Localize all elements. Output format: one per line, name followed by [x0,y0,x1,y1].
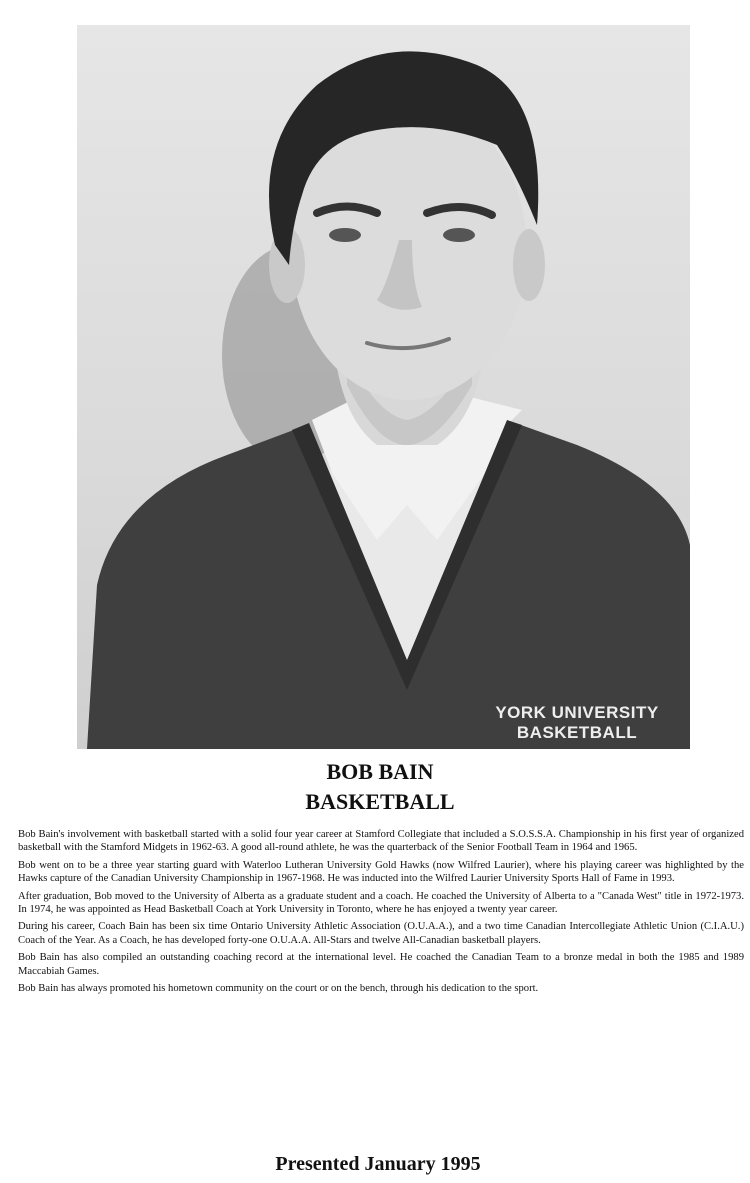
bio-paragraph: Bob Bain's involvement with basketball started with a solid four year career at Stamford Collegiate that included a S.O.S.S.A. Championship in his first year of organized basketball with the Stamford Midgets in 1962-63. A good all-round athlete, he was the quarterback of the Senior Football Team in 1964 and 1965. [18,829,744,854]
inductee-name: BOB BAIN [326,759,434,784]
bio-paragraph: Bob Bain has always promoted his hometown community on the court or on the bench, through his dedication to the sport. [18,983,539,995]
biography [18,828,744,999]
bio-paragraph: Bob Bain has also compiled an outstanding coaching record at the international level. He coached the Canadian Team to a bronze medal in both the 1985 and 1989 Maccabiah Games. [18,952,744,977]
sweater-text-line2: BASKETBALL [516,723,638,742]
bio-paragraph: Bob went on to be a three year starting guard with Waterloo Lutheran University Gold Hawks (now Wilfred Laurier), where his playing career was highlighted by the Hawks capture of the Canadian University Championship in 1967-1968. He was inducted into the Wilfred Laurier University Sports Hall of Fame in 1993. [18,859,744,885]
portrait-illustration [77,25,690,749]
bio-paragraph: After graduation, Bob moved to the University of Alberta as a graduate student and a coach. He coached the University of Alberta to a "Canada West" title in 1972-1973. In 1974, he was appointed as Head Basketball Coach at York University in Toronto, where he has enjoyed a twenty year career. [18,890,744,916]
sweater-text-line1: YORK UNIVERSITY [495,703,659,722]
inductee-sport: BASKETBALL [305,789,455,814]
bio-paragraph: During his career, Coach Bain has been six time Ontario University Athletic Association (O.U.A.A.), and a two time Canadian Intercollegiate Athletic Union (C.I.A.U.) Coach of the Year. As a Coach, he has developed forty-one O.U.A.A. All-Stars and twelve All-Canadian basketball players. [18,921,744,946]
portrait-photo [77,25,690,749]
presented-date: Presented January 1995 [275,1153,481,1175]
sweater-lettering [487,703,667,743]
